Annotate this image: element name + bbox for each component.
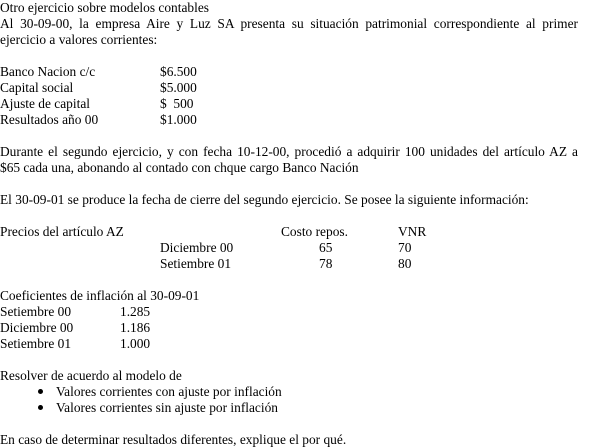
- balance-label: Resultados año 00: [0, 112, 99, 127]
- prices-vnr: 70: [398, 240, 412, 255]
- purchase-line-2: $65 cada una, abonando al contado con chque cargo Banco Nación: [0, 160, 359, 175]
- balance-value: $5.000: [160, 80, 197, 95]
- intro-line-2: ejercicio a valores corrientes:: [0, 32, 158, 47]
- closing-paragraph: El 30-09-01 se produce la fecha de cierre del segundo ejercicio. Se posee la siguiente información:: [0, 192, 529, 207]
- spacer: [0, 208, 606, 224]
- bullet-icon: [38, 405, 43, 410]
- prices-vnr-header: VNR: [398, 224, 427, 239]
- prices-row: [0, 256, 606, 272]
- balance-value: $6.500: [160, 64, 197, 79]
- prices-period: Setiembre 01: [160, 256, 232, 271]
- spacer: [0, 48, 606, 64]
- prices-header-row: [0, 224, 606, 240]
- balance-label: Banco Nacion c/c: [0, 64, 96, 79]
- prices-heading: Precios del artículo AZ: [0, 224, 124, 239]
- inflation-period: Setiembre 00: [0, 304, 72, 319]
- list-item-text: Valores corrientes sin ajuste por inflación: [56, 400, 278, 415]
- prices-cost: 65: [319, 240, 333, 255]
- spacer: [0, 176, 606, 192]
- inflation-value: 1.186: [120, 320, 151, 335]
- prices-vnr: 80: [398, 256, 412, 271]
- inflation-row: [0, 336, 606, 352]
- intro-line-1: Al 30-09-00, la empresa Aire y Luz SA presenta su situación patrimonial correspondiente al primer: [0, 16, 578, 31]
- inflation-period: Setiembre 01: [0, 336, 72, 351]
- resolve-heading: Resolver de acuerdo al modelo de: [0, 368, 182, 383]
- inflation-row: [0, 304, 606, 320]
- document-title: Otro ejercicio sobre modelos contables: [0, 0, 209, 15]
- prices-cost-header: Costo repos.: [281, 224, 348, 239]
- balance-value: $ 500: [160, 96, 194, 111]
- balance-label: Capital social: [0, 80, 74, 95]
- balance-row: [0, 64, 606, 80]
- spacer: [0, 416, 606, 432]
- list-item-text: Valores corrientes con ajuste por inflación: [56, 384, 282, 399]
- prices-cost: 78: [319, 256, 333, 271]
- prices-period: Diciembre 00: [160, 240, 234, 255]
- final-question: En caso de determinar resultados diferentes, explique el por qué.: [0, 432, 347, 447]
- list-item: [0, 400, 606, 416]
- resolve-list: [0, 384, 606, 416]
- purchase-line-1: Durante el segundo ejercicio, y con fecha 10-12-00, procedió a adquirir 100 unidades del artículo AZ a: [0, 144, 578, 159]
- inflation-row: [0, 320, 606, 336]
- spacer: [0, 352, 606, 368]
- balance-row: [0, 96, 606, 112]
- balance-value: $1.000: [160, 112, 197, 127]
- balance-row: [0, 112, 606, 128]
- prices-row: [0, 240, 606, 256]
- balance-row: [0, 80, 606, 96]
- spacer: [0, 128, 606, 144]
- bullet-icon: [38, 389, 43, 394]
- inflation-value: 1.000: [120, 336, 151, 351]
- spacer: [0, 272, 606, 288]
- inflation-period: Diciembre 00: [0, 320, 74, 335]
- list-item: [0, 384, 606, 400]
- balance-label: Ajuste de capital: [0, 96, 90, 111]
- inflation-heading: Coeficientes de inflación al 30-09-01: [0, 288, 200, 303]
- inflation-value: 1.285: [120, 304, 151, 319]
